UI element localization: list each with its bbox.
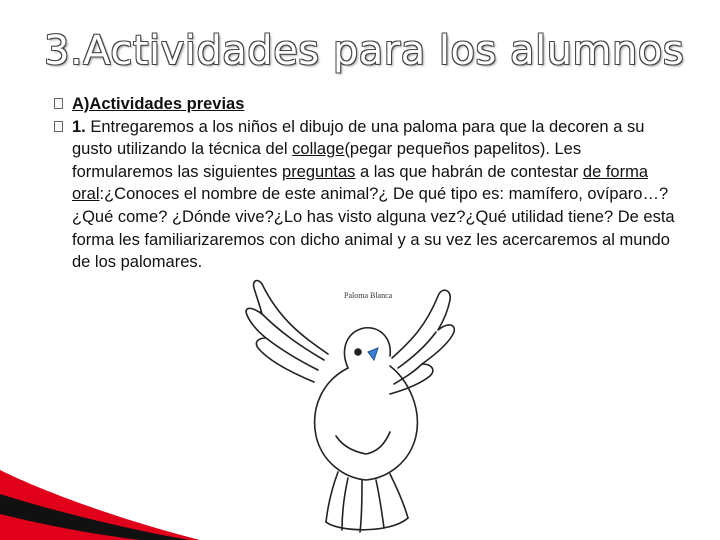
item-text: (pegar pequeños papelitos). Les formularemos las siguientes [72, 140, 582, 181]
section-heading: A)Actividades previas [72, 95, 245, 113]
preguntas-term: preguntas [282, 162, 356, 181]
bullet-list [50, 93, 682, 274]
forma-oral-term: de forma oral [72, 162, 649, 204]
list-item [50, 93, 682, 116]
corner-decoration [0, 450, 200, 540]
item-text: a las que habrán de contestar [355, 162, 583, 181]
dove-drawing [240, 276, 480, 536]
item-text: Entregaremos a los niños el dibujo de una paloma para que la decoren a su gusto utilizando la técnica del [72, 117, 645, 159]
item-text: :¿Conoces el nombre de este animal?¿ De qué tipo es: mamífero, ovíparo…?¿Qué come? ¿Dónde vive?¿Lo has visto alguna vez?¿Qué utilidad tiene? De esta forma les familiarizaremos con dicho animal y a su vez les acercaremos al mundo de los palomares. [72, 185, 675, 272]
collage-term: collage [292, 140, 345, 159]
image-caption: Paloma Blanca [344, 291, 393, 300]
bullet-icon [54, 98, 63, 109]
list-item [50, 116, 682, 274]
item-number: 1. [72, 117, 86, 136]
slide-title: 3.Actividades para los alumnos [44, 28, 685, 74]
bullet-icon [54, 121, 63, 132]
